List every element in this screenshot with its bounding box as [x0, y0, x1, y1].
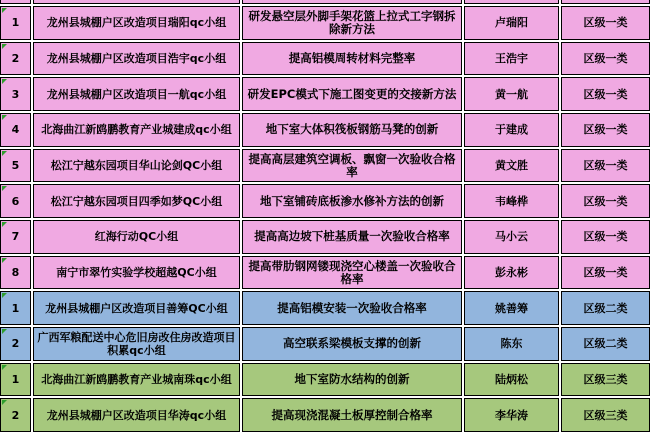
group-name: 北海曲江新鸥鹏教育产业城建成qc小组: [41, 123, 232, 137]
cell-category[interactable]: [561, 149, 650, 183]
cell-row-number[interactable]: [0, 77, 31, 111]
cell-person[interactable]: [464, 77, 559, 111]
cell-group-name[interactable]: [33, 42, 240, 76]
award-category: 区级一类: [583, 123, 628, 137]
row-number: 4: [11, 123, 20, 137]
table-row: [0, 6, 650, 40]
group-name: 南宁市翠竹实验学校超越QC小组: [56, 266, 217, 280]
group-name: 广西军粮配送中心危旧房改住房改造项目积累qc小组: [37, 330, 236, 357]
cell-achievement[interactable]: [242, 42, 462, 76]
award-category: 区级一类: [583, 230, 628, 244]
table-row: [0, 42, 650, 76]
error-flag-icon: [2, 44, 7, 49]
row-number: 6: [11, 194, 20, 208]
table-row: [0, 398, 650, 432]
award-category: 区级一类: [583, 16, 628, 30]
award-category: 区级一类: [583, 194, 628, 208]
cell-person[interactable]: [464, 398, 559, 432]
error-flag-icon: [2, 151, 7, 156]
table-row: [0, 184, 650, 218]
award-category: 区级二类: [583, 301, 628, 315]
cell-achievement[interactable]: [242, 256, 462, 290]
cell-achievement[interactable]: [242, 363, 462, 397]
cell-person[interactable]: [464, 113, 559, 147]
person-name: 李华涛: [495, 408, 528, 422]
cutoff-cell[interactable]: [464, 0, 559, 4]
person-name: 姚善筹: [495, 301, 528, 315]
award-category: 区级三类: [583, 408, 628, 422]
cell-person[interactable]: [464, 256, 559, 290]
row-number: 2: [11, 52, 20, 65]
cell-row-number[interactable]: [0, 149, 31, 183]
cell-row-number[interactable]: [0, 291, 31, 325]
cutoff-cell[interactable]: [33, 0, 240, 4]
row-number: 7: [11, 230, 20, 244]
cell-person[interactable]: [464, 327, 559, 361]
achievement: 提高现浇混凝土板厚控制合格率: [271, 407, 433, 422]
cell-group-name[interactable]: [33, 291, 240, 325]
table-row: [0, 327, 650, 361]
cell-row-number[interactable]: [0, 398, 31, 432]
cell-person[interactable]: [464, 6, 559, 40]
error-flag-icon: [2, 222, 7, 227]
error-flag-icon: [2, 79, 7, 84]
achievement: 高空联系梁模板支撑的创新: [283, 336, 421, 351]
group-name: 北海曲江新鸥鹏教育产业城南珠qc小组: [41, 373, 232, 387]
table-row: [0, 149, 650, 183]
achievement: 提高带肋钢网镂现浇空心楼盖一次验收合格率: [248, 258, 456, 286]
person-name: 陈东: [500, 337, 523, 351]
award-category: 区级三类: [583, 373, 628, 387]
cell-row-number[interactable]: [0, 42, 31, 76]
error-flag-icon: [2, 8, 7, 13]
cell-group-name[interactable]: [33, 220, 240, 254]
person-name: 卢瑞阳: [495, 16, 528, 30]
cell-category[interactable]: [561, 220, 650, 254]
cell-achievement[interactable]: [242, 77, 462, 111]
cell-row-number[interactable]: [0, 184, 31, 218]
cell-person[interactable]: [464, 149, 559, 183]
achievement: 地下室防水结构的创新: [294, 372, 410, 387]
cell-group-name[interactable]: [33, 113, 240, 147]
cell-category[interactable]: [561, 291, 650, 325]
cell-group-name[interactable]: [33, 77, 240, 111]
cell-row-number[interactable]: [0, 327, 31, 361]
cell-category[interactable]: [561, 6, 650, 40]
group-name: 红海行动QC小组: [94, 230, 179, 244]
row-number: 5: [11, 159, 20, 173]
error-flag-icon: [2, 115, 7, 120]
row-number: 2: [11, 408, 20, 422]
table-row: [0, 77, 650, 111]
cell-category[interactable]: [561, 184, 650, 218]
award-category: 区级二类: [583, 337, 628, 351]
achievement: 地下室铺砖底板渗水修补方法的创新: [260, 193, 444, 208]
cell-row-number[interactable]: [0, 113, 31, 147]
error-flag-icon: [2, 400, 7, 405]
achievement: 研发悬空层外脚手架花篮上拉式工字钢拆除新方法: [248, 8, 456, 36]
error-flag-icon: [2, 186, 7, 191]
cell-category[interactable]: [561, 42, 650, 76]
cell-row-number[interactable]: [0, 363, 31, 397]
group-name: 松江宁越东园项目华山论剑QC小组: [50, 159, 223, 173]
group-name: 龙州县城棚户区改造项目善筹QC小组: [45, 301, 228, 315]
person-name: 黄文胜: [495, 159, 528, 173]
row-number: 1: [11, 373, 20, 387]
group-name: 龙州县城棚户区改造项目华涛qc小组: [46, 408, 227, 422]
award-category: 区级一类: [583, 159, 628, 173]
row-number: 3: [11, 87, 20, 101]
person-name: 王浩宇: [495, 52, 528, 65]
cell-achievement[interactable]: [242, 6, 462, 40]
row-number: 1: [11, 16, 20, 30]
cell-achievement[interactable]: [242, 398, 462, 432]
error-flag-icon: [2, 365, 7, 370]
group-name: 龙州县城棚户区改造项目浩宇qc小组: [46, 52, 227, 65]
cutoff-row: [0, 0, 650, 4]
cell-category[interactable]: [561, 256, 650, 290]
achievement: 地下室大体积筏板钢筋马凳的创新: [265, 122, 439, 137]
group-name: 龙州县城棚户区改造项目瑞阳qc小组: [46, 16, 227, 30]
cell-category[interactable]: [561, 77, 650, 111]
table-row: [0, 256, 650, 290]
table-row: [0, 220, 650, 254]
error-flag-icon: [2, 329, 7, 334]
row-number: 1: [11, 301, 20, 315]
achievement: 研发EPC模式下施工图变更的交接新方法: [247, 86, 457, 101]
cell-category[interactable]: [561, 398, 650, 432]
row-number: 2: [11, 337, 20, 351]
cell-group-name[interactable]: [33, 6, 240, 40]
cell-achievement[interactable]: [242, 327, 462, 361]
achievement: 提高高边坡下桩基质量一次验收合格率: [254, 229, 450, 244]
cell-group-name[interactable]: [33, 256, 240, 290]
cell-person[interactable]: [464, 220, 559, 254]
person-name: 韦峰桦: [495, 194, 528, 208]
person-name: 马小云: [495, 230, 528, 244]
group-name: 松江宁越东园项目四季如梦QC小组: [50, 194, 223, 208]
table-row: [0, 363, 650, 397]
award-category: 区级一类: [583, 52, 628, 65]
cell-row-number[interactable]: [0, 6, 31, 40]
cell-achievement[interactable]: [242, 291, 462, 325]
cell-category[interactable]: [561, 113, 650, 147]
cell-person[interactable]: [464, 42, 559, 76]
cell-group-name[interactable]: [33, 363, 240, 397]
cell-achievement[interactable]: [242, 149, 462, 183]
cell-person[interactable]: [464, 291, 559, 325]
cell-category[interactable]: [561, 363, 650, 397]
cell-group-name[interactable]: [33, 149, 240, 183]
person-name: 于建成: [495, 123, 528, 137]
award-category: 区级一类: [583, 87, 628, 101]
cell-group-name[interactable]: [33, 398, 240, 432]
cell-achievement[interactable]: [242, 220, 462, 254]
table-row: [0, 291, 650, 325]
achievement: 提高高层建筑空调板、飘窗一次验收合格率: [248, 151, 456, 179]
person-name: 彭永彬: [495, 266, 528, 280]
row-number: 8: [11, 266, 20, 280]
achievement: 提高铝模周转材料完整率: [288, 51, 416, 65]
cell-achievement[interactable]: [242, 184, 462, 218]
person-name: 黄一航: [495, 87, 528, 101]
cell-person[interactable]: [464, 184, 559, 218]
cutoff-cell[interactable]: [0, 0, 31, 4]
cutoff-cell[interactable]: [561, 0, 650, 4]
cell-group-name[interactable]: [33, 327, 240, 361]
error-flag-icon: [2, 293, 7, 298]
cell-row-number[interactable]: [0, 220, 31, 254]
error-flag-icon: [2, 258, 7, 263]
cell-person[interactable]: [464, 363, 559, 397]
cell-group-name[interactable]: [33, 184, 240, 218]
table-row: [0, 113, 650, 147]
award-category: 区级一类: [583, 266, 628, 280]
group-name: 龙州县城棚户区改造项目一航qc小组: [46, 87, 227, 101]
achievement: 提高铝模安装一次验收合格率: [277, 300, 427, 315]
cell-achievement[interactable]: [242, 113, 462, 147]
cell-row-number[interactable]: [0, 256, 31, 290]
person-name: 陆炳松: [495, 373, 528, 387]
cell-category[interactable]: [561, 327, 650, 361]
cutoff-cell[interactable]: [242, 0, 462, 4]
